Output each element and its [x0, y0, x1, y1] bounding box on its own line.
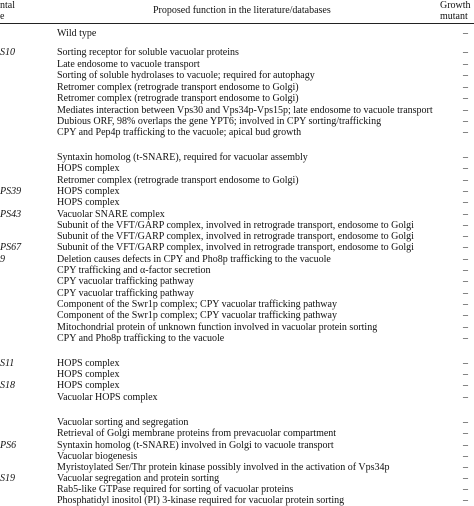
growth-cell: – [463, 265, 468, 276]
function-cell: Deletion causes defects in CPY and Pho8p trafficking to the vacuole [57, 254, 331, 265]
table-row [0, 59, 474, 70]
table-row [0, 417, 474, 428]
table-row [0, 369, 474, 380]
growth-cell: – [463, 231, 468, 242]
growth-cell: – [463, 484, 468, 495]
growth-cell: – [463, 451, 468, 462]
function-cell: Phosphatidyl inositol (PI) 3-kinase required for vacuolar protein sorting [57, 495, 345, 506]
function-cell: Vacuolar SNARE complex [57, 209, 165, 220]
table-row [0, 254, 474, 265]
table-row [0, 451, 474, 462]
growth-cell: – [463, 242, 468, 253]
function-cell: CPY vacuolar trafficking pathway [57, 276, 194, 287]
growth-cell: – [463, 392, 468, 403]
growth-cell: – [463, 175, 468, 186]
growth-cell: – [463, 288, 468, 299]
function-cell: CPY and Pho8p trafficking to the vacuole [57, 333, 225, 344]
function-cell: HOPS complex [57, 358, 120, 369]
growth-cell: – [463, 380, 468, 391]
table-row [0, 310, 474, 321]
table-row [0, 70, 474, 81]
function-cell: Sorting of soluble hydrolases to vacuole; required for autophagy [57, 70, 315, 81]
function-cell: Retromer complex (retrograde transport endosome to Golgi) [57, 93, 299, 104]
growth-cell: – [463, 127, 468, 138]
strain-label: S10 [0, 47, 15, 58]
table-row [0, 322, 474, 333]
function-cell: HOPS complex [57, 197, 120, 208]
table-row [0, 220, 474, 231]
table-row [0, 116, 474, 127]
growth-cell: – [463, 59, 468, 70]
growth-cell: – [463, 47, 468, 58]
growth-cell: – [463, 70, 468, 81]
function-cell: Component of the Swr1p complex; CPY vacuolar trafficking pathway [57, 299, 337, 310]
function-cell: CPY trafficking and α-factor secretion [57, 265, 211, 276]
growth-cell: – [463, 428, 468, 439]
function-cell: Retrieval of Golgi membrane proteins from prevacuolar compartment [57, 428, 337, 439]
table-row [0, 197, 474, 208]
growth-cell: – [463, 82, 468, 93]
function-cell: Syntaxin homolog (t-SNARE) involved in Golgi to vacuole transport [57, 440, 334, 451]
growth-cell: – [463, 209, 468, 220]
table-row [0, 28, 474, 39]
growth-cell: – [463, 220, 468, 231]
table-row [0, 392, 474, 403]
table-row [0, 209, 474, 220]
table-row [0, 47, 474, 58]
growth-cell: – [463, 440, 468, 451]
table-row [0, 152, 474, 163]
function-cell: HOPS complex [57, 163, 120, 174]
table-row [0, 333, 474, 344]
growth-cell: – [463, 299, 468, 310]
growth-cell: – [463, 116, 468, 127]
table-row [0, 358, 474, 369]
function-cell: HOPS complex [57, 186, 120, 197]
function-cell: Mitochondrial protein of unknown function involved in vacuolar protein sorting [57, 322, 378, 333]
function-cell: Vacuolar biogenesis [57, 451, 138, 462]
function-cell: Rab5-like GTPase required for sorting of vacuolar proteins [57, 484, 294, 495]
function-cell: Myristoylated Ser/Thr protein kinase possibly involved in the activation of Vps34p [57, 462, 390, 473]
table-row [0, 484, 474, 495]
table-row [0, 186, 474, 197]
growth-cell: – [463, 254, 468, 265]
growth-cell: – [463, 276, 468, 287]
function-cell: Sorting receptor for soluble vacuolar proteins [57, 47, 239, 58]
function-cell: Vacuolar sorting and segregation [57, 417, 189, 428]
growth-cell: – [463, 186, 468, 197]
growth-cell: – [463, 163, 468, 174]
table-row [0, 276, 474, 287]
growth-cell: – [463, 197, 468, 208]
table-row [0, 105, 474, 116]
growth-cell: – [463, 28, 468, 39]
table-row [0, 473, 474, 484]
table-row [0, 82, 474, 93]
function-cell: HOPS complex [57, 369, 120, 380]
column-header-growth-line1: Growth [440, 0, 471, 11]
strain-label: PS39 [0, 186, 22, 197]
function-cell: HOPS complex [57, 380, 120, 391]
strain-label: S19 [0, 473, 15, 484]
table-row [0, 242, 474, 253]
growth-cell: – [463, 473, 468, 484]
function-cell: Component of the Swr1p complex; CPY vacuolar trafficking pathway [57, 310, 337, 321]
table-row [0, 380, 474, 391]
table-row [0, 495, 474, 506]
table-row [0, 163, 474, 174]
table-row [0, 175, 474, 186]
strain-label: PS43 [0, 209, 22, 220]
growth-cell: – [463, 105, 468, 116]
growth-cell: – [463, 93, 468, 104]
growth-cell: – [463, 495, 468, 506]
growth-cell: – [463, 310, 468, 321]
table-row [0, 299, 474, 310]
column-header-strain-line2: e [0, 11, 5, 22]
growth-cell: – [463, 417, 468, 428]
function-cell: Subunit of the VFT/GARP complex, involved in retrograde transport, endosome to Golgi [57, 231, 414, 242]
header-divider [0, 23, 474, 24]
table-row [0, 440, 474, 451]
function-cell: CPY vacuolar trafficking pathway [57, 288, 194, 299]
strain-label: S11 [0, 358, 15, 369]
strain-label: PS6 [0, 440, 17, 451]
table-row [0, 127, 474, 138]
function-cell: Retromer complex (retrograde transport endosome to Golgi) [57, 82, 299, 93]
column-header-strain-line1: ntal [0, 0, 15, 11]
table-row [0, 231, 474, 242]
function-cell: Vacuolar segregation and protein sorting [57, 473, 220, 484]
function-cell: Late endosome to vacuole transport [57, 59, 200, 70]
function-cell: Dubious ORF, 98% overlaps the gene YPT6; involved in CPY sorting/trafficking [57, 116, 382, 127]
table-row [0, 462, 474, 473]
growth-cell: – [463, 358, 468, 369]
strain-label: PS67 [0, 242, 22, 253]
strain-label: 9 [0, 254, 5, 265]
function-cell: Syntaxin homolog (t-SNARE), required for vacuolar assembly [57, 152, 308, 163]
function-cell: Mediates interaction between Vps30 and Vps34p-Vps15p; late endosome to vacuole transport [57, 105, 433, 116]
growth-cell: – [463, 152, 468, 163]
function-cell: Vacuolar HOPS complex [57, 392, 158, 403]
column-header-function: Proposed function in the literature/databases [153, 5, 331, 16]
growth-cell: – [463, 462, 468, 473]
growth-cell: – [463, 333, 468, 344]
function-cell: Retromer complex (retrograde transport endosome to Golgi) [57, 175, 299, 186]
function-cell: Subunit of the VFT/GARP complex, involved in retrograde transport, endosome to Golgi [57, 242, 414, 253]
strain-label: S18 [0, 380, 15, 391]
column-header-growth-line2: mutant [440, 11, 468, 22]
function-cell: Subunit of the VFT/GARP complex, involved in retrograde transport, endosome to Golgi [57, 220, 414, 231]
table-row [0, 428, 474, 439]
table-row [0, 265, 474, 276]
table-row [0, 288, 474, 299]
function-cell: Wild type [57, 28, 97, 39]
function-cell: CPY and Pep4p trafficking to the vacuole; apical bud growth [57, 127, 302, 138]
table-row [0, 93, 474, 104]
growth-cell: – [463, 322, 468, 333]
growth-cell: – [463, 369, 468, 380]
